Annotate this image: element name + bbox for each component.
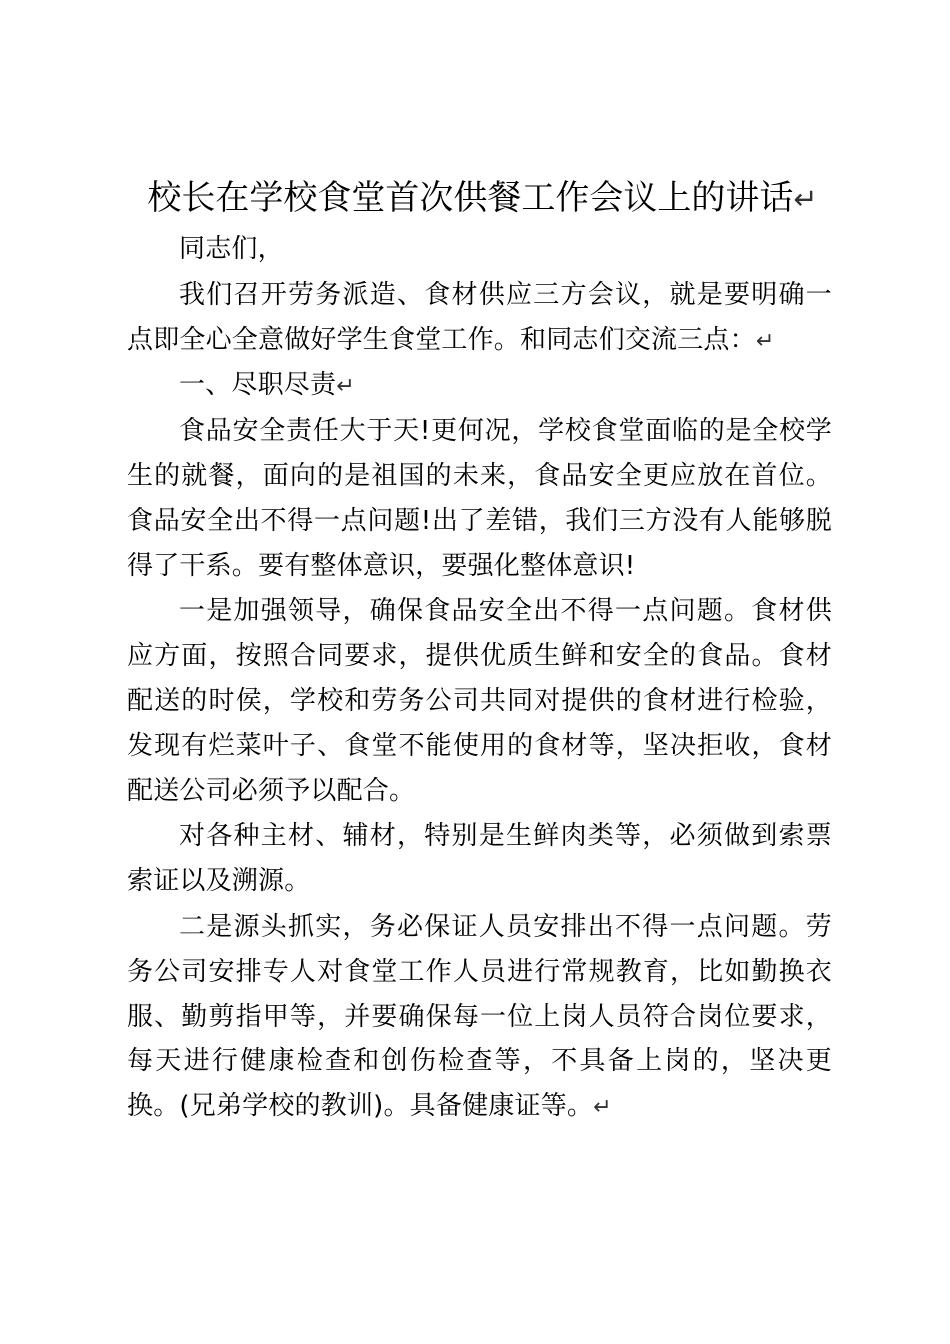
paragraph-traceability [127,814,832,905]
paragraph-intro [127,273,832,364]
title-text: 校长在学校食堂首次供餐工作会议上的讲话 [147,178,794,218]
document-title [123,170,842,227]
return-mark-icon: ↵ [593,1094,612,1121]
return-mark-icon: ↵ [793,182,818,216]
paragraph-text: 我们召开劳务派造、食材供应三方会议，就是要明确一点即全心全意做好学生食堂工作。和同志们交流三点： [127,279,832,355]
paragraph-text: 一、尽职尽责 [179,370,337,401]
paragraph-salutation [127,227,832,273]
section-heading [127,363,832,409]
paragraph-point-two [127,905,832,1130]
return-mark-icon: ↵ [336,373,355,400]
paragraph-text: 对各种主材、辅材，特别是生鲜肉类等，必须做到索票索证以及溯源。 [127,821,832,897]
paragraph-point-one [127,589,832,814]
paragraph-text: 同志们， [179,234,284,264]
paragraph-text: 食品安全责任大于天!更何况，学校食堂面临的是全校学生的就餐，面向的是祖国的未来，食品安全更应放在首位。食品安全出不得一点问题!出了差错，我们三方没有人能够脱得了干系。要有整体意识，要强化整体意识! [127,416,832,581]
paragraph-food-safety [127,409,832,589]
document-page [127,170,832,1130]
paragraph-text: 一是加强领导，确保食品安全出不得一点问题。食材供应方面，按照合同要求，提供优质生鲜和安全的食品。食材配送的时侯，学校和劳务公司共同对提供的食材进行检验，发现有烂菜叶子、食堂不能使用的食材等，坚决拒收，食材配送公司必须予以配合。 [127,596,832,806]
paragraph-text: 二是源头抓实，务必保证人员安排出不得一点问题。劳务公司安排专人对食堂工作人员进行常规教育，比如勤换衣服、勤剪指甲等，并要确保每一位上岗人员符合岗位要求，每天进行健康检查和创伤检查等，不具备上岗的，坚决更换。(兄弟学校的教训)。具备健康证等。 [127,911,832,1122]
return-mark-icon: ↵ [755,327,775,354]
